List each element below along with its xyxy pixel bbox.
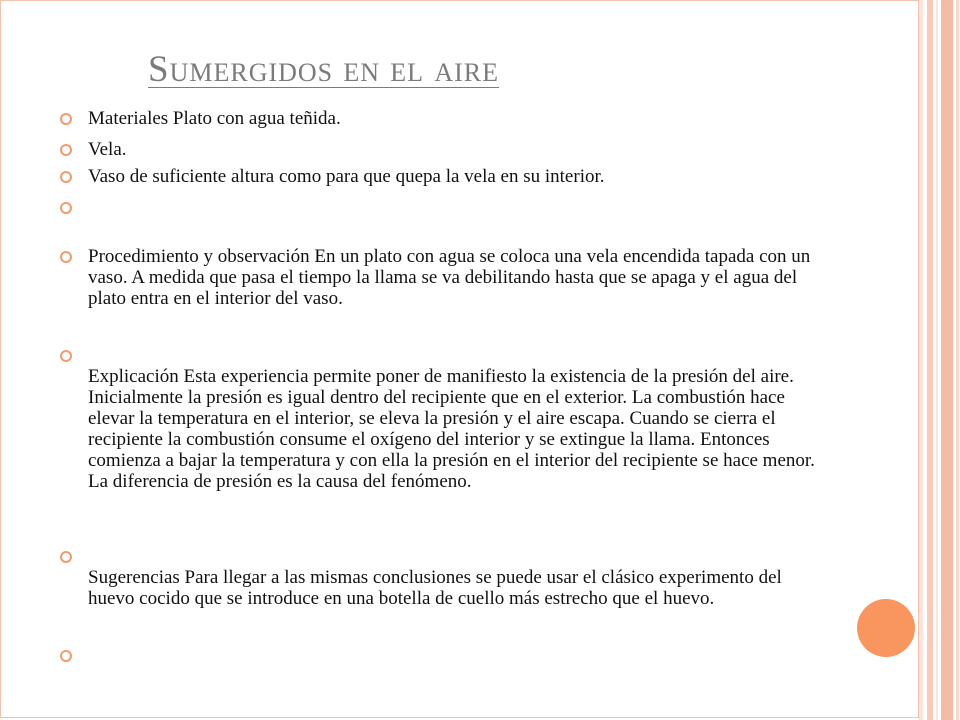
bullet-marker-icon (60, 144, 72, 156)
stripe (941, 0, 953, 720)
bullet-marker-icon (60, 202, 72, 214)
bullet-text: Sugerencias Para llegar a las mismas conclusiones se puede usar el clásico experimento del huevo cocido que se introduce en una botella de cuello más estrecho que el huevo. (88, 567, 782, 609)
decorative-circle (857, 599, 915, 657)
stripe (956, 0, 959, 720)
bullet-text: Procedimiento y observación En un plato con agua se coloca una vela encendida tapada con un vaso. A medida que pasa el tiempo la llama se va debilitando hasta que se apaga y el agua del plato entra en el interior del vaso. (88, 246, 811, 309)
bullet-text: Vela. (88, 139, 127, 160)
stripe (936, 0, 938, 720)
bullet-marker-icon (60, 650, 72, 662)
decorative-side-stripes (919, 0, 960, 720)
bullet-text: Explicación Esta experiencia permite poner de manifiesto la existencia de la presión del aire. Inicialmente la presión es igual dentro del recipiente que en el exterior. La combustión hace elevar la temperatura en el interior, se eleva la presión y el aire escapa. Cuando se cierra el recipiente la combustión consume el oxígeno del interior y se extingue la llama. Entonces comienza a bajar la temperatura y con ella la presión en el interior del recipiente se hace menor. La diferencia de presión es la causa del fenómeno. (88, 366, 815, 492)
bullet-marker-icon (60, 350, 72, 362)
bullet-text: Vaso de suficiente altura como para que quepa la vela en su interior. (88, 166, 605, 187)
bullet-marker-icon (60, 551, 72, 563)
bullet-marker-icon (60, 251, 72, 263)
stripe (927, 0, 933, 720)
slide-title: Sumergidos en el aire (148, 49, 499, 90)
bullet-marker-icon (60, 113, 72, 125)
bullet-marker-icon (60, 171, 72, 183)
bullet-text: Materiales Plato con agua teñida. (88, 108, 341, 129)
stripe (919, 0, 923, 720)
